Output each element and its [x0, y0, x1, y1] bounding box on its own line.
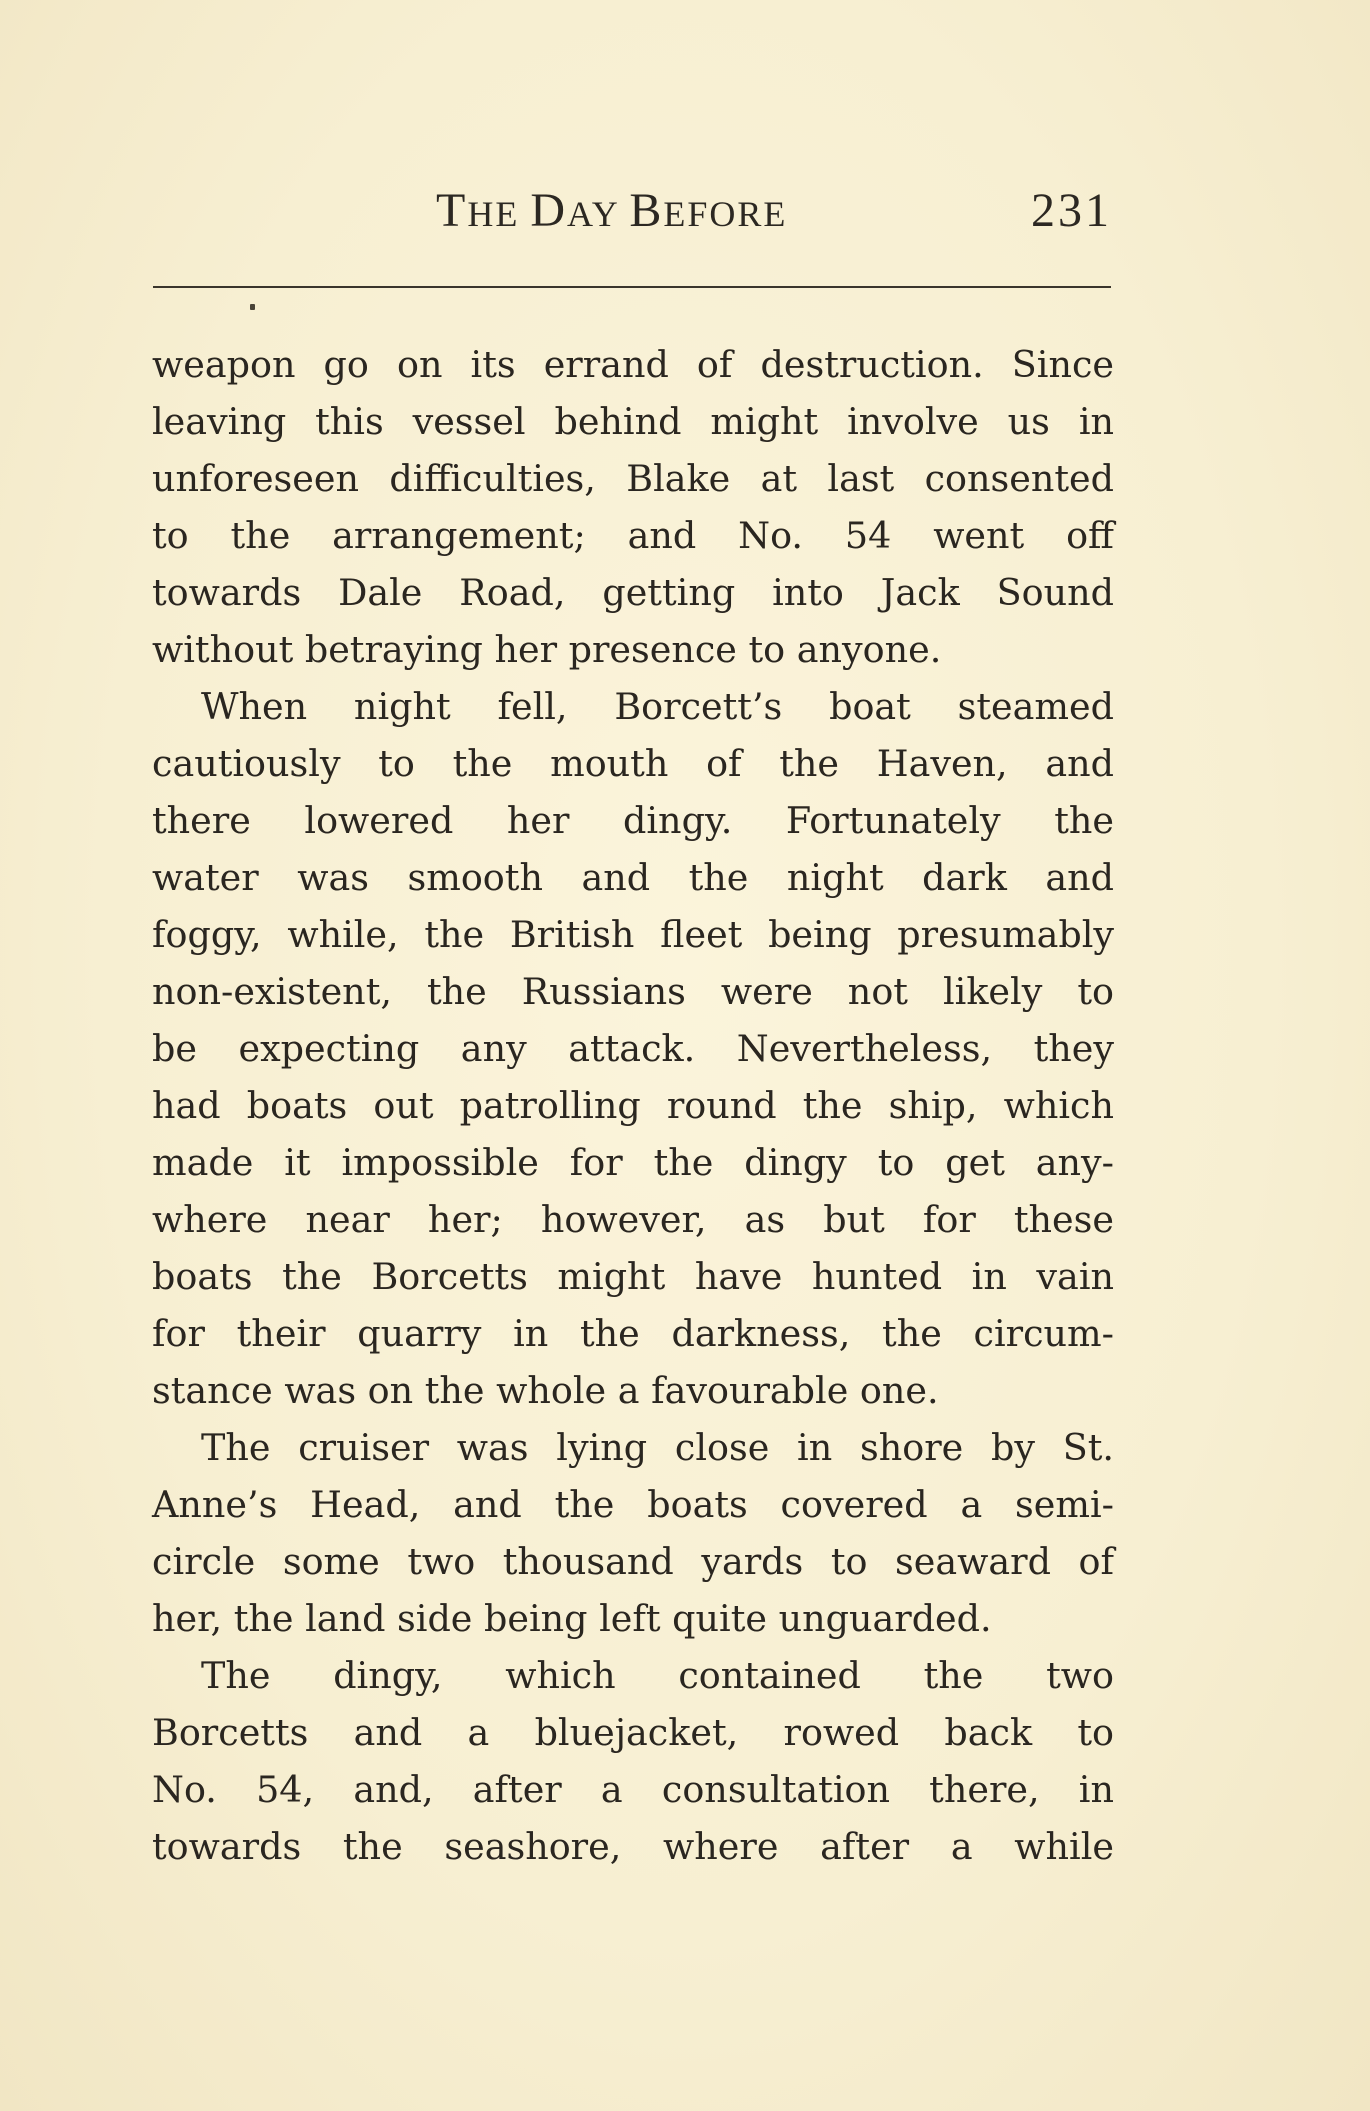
text-line: cautiously to the mouth of the Haven, and — [152, 742, 1114, 785]
running-header — [150, 183, 1112, 243]
text-line: When night fell, Borcett’s boat steamed — [201, 685, 1114, 728]
header-rule — [153, 286, 1111, 288]
text-line: without betraying her presence to anyone. — [152, 628, 942, 671]
text-line: to the arrangement; and No. 54 went off — [152, 514, 1114, 557]
running-title-small-caps: HE — [467, 194, 531, 234]
text-line: stance was on the whole a favourable one. — [152, 1369, 939, 1412]
text-line: non-existent, the Russians were not likely to — [152, 970, 1114, 1013]
text-line: unforeseen difficulties, Blake at last consented — [152, 457, 1114, 500]
text-line: made it impossible for the dingy to get any- — [152, 1141, 1114, 1184]
text-line: The dingy, which contained the two — [201, 1654, 1114, 1697]
body-text — [152, 336, 1114, 1875]
text-line: The cruiser was lying close in shore by St. — [201, 1426, 1114, 1469]
text-line: circle some two thousand yards to seaward of — [152, 1540, 1114, 1583]
running-title — [436, 183, 787, 238]
text-line: water was smooth and the night dark and — [152, 856, 1114, 899]
printer-mark — [250, 304, 255, 310]
text-line: No. 54, and, after a consultation there, in — [152, 1768, 1114, 1811]
text-line: there lowered her dingy. Fortunately the — [152, 799, 1114, 842]
text-line: Borcetts and a bluejacket, rowed back to — [152, 1711, 1114, 1754]
page-number: 231 — [1031, 184, 1112, 237]
text-line: for their quarry in the darkness, the circum- — [152, 1312, 1114, 1355]
text-line: towards the seashore, where after a while — [152, 1825, 1114, 1868]
text-line: her, the land side being left quite unguarded. — [152, 1597, 992, 1640]
text-line: boats the Borcetts might have hunted in vain — [152, 1255, 1114, 1298]
text-line: foggy, while, the British fleet being presumably — [152, 913, 1114, 956]
text-line: had boats out patrolling round the ship, which — [152, 1084, 1114, 1127]
running-title-small-caps: EFORE — [663, 194, 788, 234]
text-line: be expecting any attack. Nevertheless, they — [152, 1027, 1114, 1070]
running-title-cap: B — [629, 184, 664, 237]
text-line: towards Dale Road, getting into Jack Sound — [152, 571, 1114, 614]
running-title-cap: D — [530, 184, 567, 237]
text-line: leaving this vessel behind might involve us in — [152, 400, 1114, 443]
text-line: Anne’s Head, and the boats covered a semi- — [152, 1483, 1114, 1526]
text-line: where near her; however, as but for these — [152, 1198, 1114, 1241]
running-title-small-caps: AY — [567, 194, 630, 234]
text-line: weapon go on its errand of destruction. Since — [152, 343, 1114, 386]
running-title-cap: T — [436, 184, 468, 237]
